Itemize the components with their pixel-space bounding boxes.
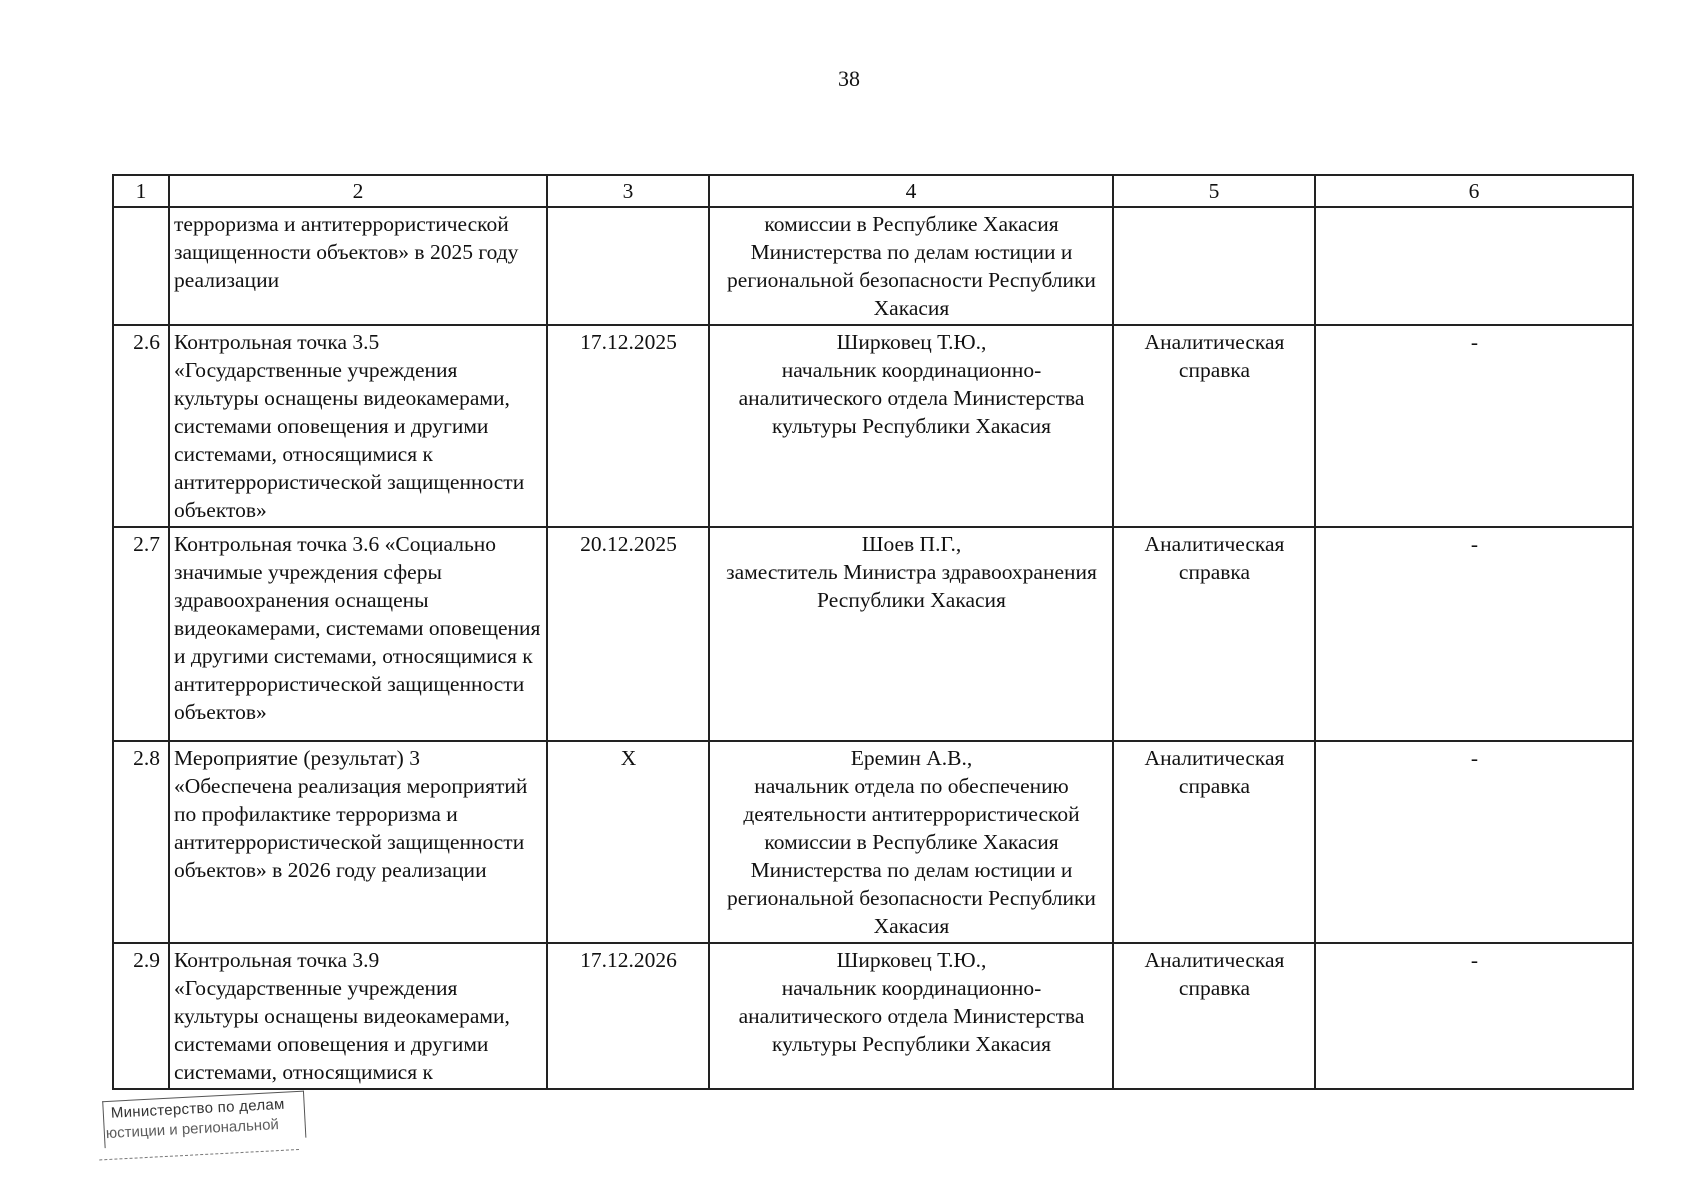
row-responsible xyxy=(709,741,1113,943)
responsible-position: начальник координационно-аналитического отдела Министерства культуры Республики Хакасия xyxy=(738,976,1085,1056)
row-document xyxy=(1113,207,1315,325)
row-col6 xyxy=(1315,207,1633,325)
stamp-underline xyxy=(99,1149,299,1160)
row-col6: - xyxy=(1315,527,1633,741)
table-row xyxy=(113,741,1633,943)
row-date: X xyxy=(547,741,709,943)
stamp-frame xyxy=(102,1091,306,1149)
row-responsible xyxy=(709,207,1113,325)
row-description: терроризма и антитеррористической защищенности объектов» в 2025 году реализации xyxy=(169,207,547,325)
responsible-name: Шоев П.Г., xyxy=(861,532,962,556)
responsible-name: Еремин А.В., xyxy=(850,746,973,770)
table-row xyxy=(113,943,1633,1089)
header-col-6: 6 xyxy=(1315,175,1633,207)
row-date xyxy=(547,207,709,325)
header-col-5: 5 xyxy=(1113,175,1315,207)
responsible-position: комиссии в Республике Хакасия Министерства по делам юстиции и региональной безопасности Республики Хакасия xyxy=(727,212,1096,320)
row-date: 20.12.2025 xyxy=(547,527,709,741)
row-document: Аналитическая справка xyxy=(1113,741,1315,943)
row-document: Аналитическая справка xyxy=(1113,325,1315,527)
row-number: 2.6 xyxy=(113,325,169,527)
row-date: 17.12.2026 xyxy=(547,943,709,1089)
row-document: Аналитическая справка xyxy=(1113,527,1315,741)
row-number: 2.7 xyxy=(113,527,169,741)
stamp-line-1: Министерство по делам xyxy=(110,1095,286,1122)
row-date: 17.12.2025 xyxy=(547,325,709,527)
table-row xyxy=(113,527,1633,741)
header-col-2: 2 xyxy=(169,175,547,207)
table-row xyxy=(113,325,1633,527)
responsible-position: заместитель Министра здравоохранения Республики Хакасия xyxy=(726,560,1097,612)
row-description: Мероприятие (результат) 3 «Обеспечена реализация мероприятий по профилактике терроризма и антитеррористической защищенности объектов» в 2026 году реализации xyxy=(169,741,547,943)
header-col-3: 3 xyxy=(547,175,709,207)
responsible-name: Ширковец Т.Ю., xyxy=(836,330,987,354)
page-number: 38 xyxy=(838,66,860,91)
row-number: 2.8 xyxy=(113,741,169,943)
table-row xyxy=(113,207,1633,325)
row-description: Контрольная точка 3.9 «Государственные учреждения культуры оснащены видеокамерами, системами оповещения и другими системами, относящимися к xyxy=(169,943,547,1089)
row-col6: - xyxy=(1315,741,1633,943)
header-col-1: 1 xyxy=(113,175,169,207)
ministry-stamp xyxy=(96,1091,310,1176)
row-col6: - xyxy=(1315,943,1633,1089)
responsible-name: Ширковец Т.Ю., xyxy=(836,948,987,972)
row-responsible xyxy=(709,943,1113,1089)
main-table xyxy=(112,174,1634,1090)
header-row xyxy=(113,175,1633,207)
header-col-4: 4 xyxy=(709,175,1113,207)
row-document: Аналитическая справка xyxy=(1113,943,1315,1089)
row-responsible xyxy=(709,325,1113,527)
stamp-line-2: юстиции и региональной xyxy=(105,1116,280,1143)
row-number: 2.9 xyxy=(113,943,169,1089)
row-number xyxy=(113,207,169,325)
responsible-position: начальник координационно-аналитического отдела Министерства культуры Республики Хакасия xyxy=(738,358,1085,438)
row-description: Контрольная точка 3.6 «Социально значимые учреждения сферы здравоохранения оснащены видеокамерами, системами оповещения и другими системами, относящимися к антитеррористической защищенности объектов» xyxy=(169,527,547,741)
responsible-position: начальник отдела по обеспечению деятельности антитеррористической комиссии в Республике Хакасия Министерства по делам юстиции и региональной безопасности Республики Хакасия xyxy=(727,774,1096,938)
row-responsible xyxy=(709,527,1113,741)
row-description: Контрольная точка 3.5 «Государственные учреждения культуры оснащены видеокамерами, системами оповещения и другими системами, относящимися к антитеррористической защищенности объектов» xyxy=(169,325,547,527)
row-col6: - xyxy=(1315,325,1633,527)
